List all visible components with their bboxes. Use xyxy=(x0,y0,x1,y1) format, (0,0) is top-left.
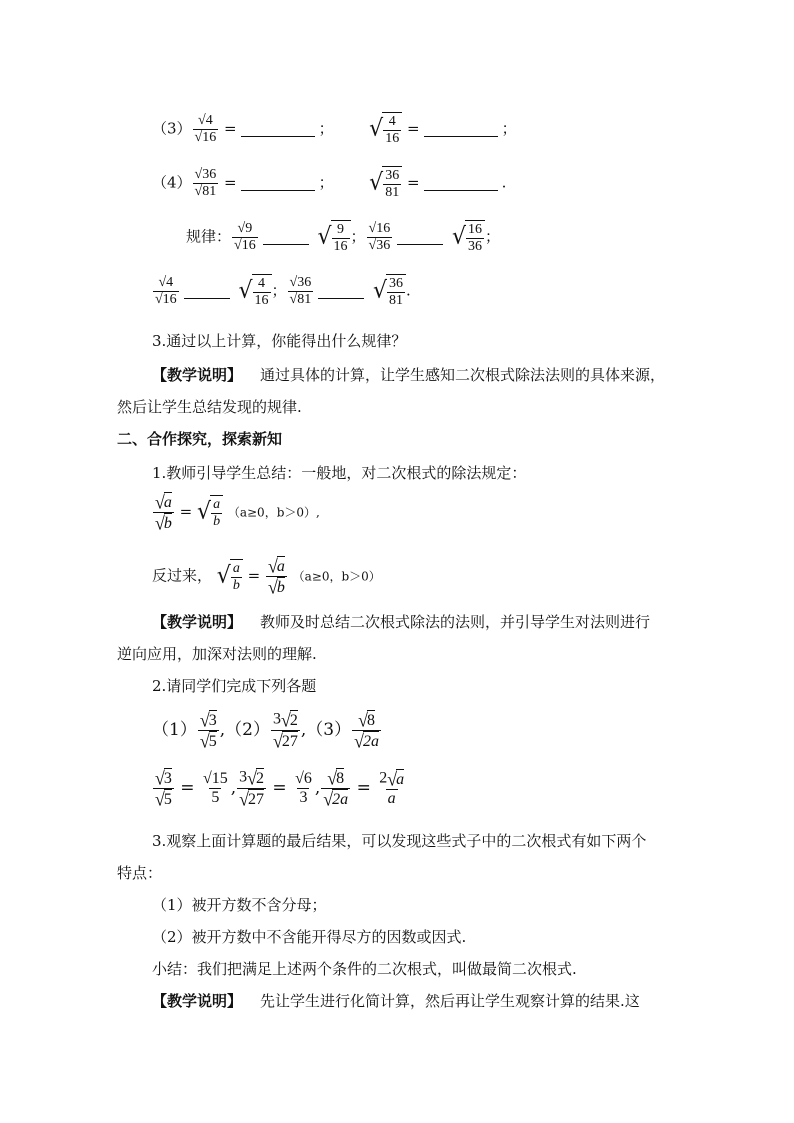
radicand: a xyxy=(163,494,172,511)
denominator: 16 xyxy=(333,239,348,254)
note-text: 通过具体的计算，让学生感知二次根式除法法则的具体来源， xyxy=(260,366,666,384)
numerator: 4 xyxy=(388,114,396,129)
teaching-note-3 xyxy=(152,991,640,1011)
denominator: 5 xyxy=(211,789,220,806)
item-label: （4） xyxy=(152,173,192,192)
denominator: √16 xyxy=(155,292,177,307)
radical: √ $\frac{4}{16}$ xyxy=(238,274,271,309)
radicand: 8 xyxy=(366,712,375,729)
numerator: a xyxy=(213,497,221,512)
answer-blank xyxy=(184,284,230,299)
radicand: b xyxy=(163,515,172,532)
numerator: √36 xyxy=(289,275,312,290)
denominator: √81 xyxy=(289,292,312,307)
separator: ； xyxy=(501,119,517,138)
separator: ； xyxy=(485,227,501,246)
numerator: a xyxy=(232,561,240,576)
note-text: 教师及时总结二次根式除法的法则，并引导学生对法则进行 xyxy=(260,613,651,631)
numerator: √16 xyxy=(368,221,391,236)
denominator: √81 xyxy=(194,184,217,199)
radical: √ $\frac{9}{16}$ xyxy=(317,220,350,255)
lead-text: 反过来， xyxy=(152,566,213,585)
separator: ； xyxy=(271,281,287,300)
numerator: 36 xyxy=(385,168,400,183)
numerator: √15 xyxy=(202,770,228,787)
item-3 xyxy=(152,112,517,147)
teaching-note-1 xyxy=(152,365,665,385)
radicand: 2a xyxy=(332,791,349,808)
answer-blank xyxy=(241,176,315,191)
fraction xyxy=(193,113,219,146)
radical: √ $\frac{36}{81}$ xyxy=(373,274,406,309)
s2-item-1: 1.教师引导学生总结：一般地，对二次根式的除法规定： xyxy=(152,464,527,482)
exercise-label: （3） xyxy=(306,720,352,740)
feature-1: （1）被开方数不含分母； xyxy=(152,896,327,914)
question-3: 3.通过以上计算，你能得出什么规律？ xyxy=(152,332,407,350)
coefficient: 3 xyxy=(239,768,248,786)
radical: √ $\frac{a}{b}$ xyxy=(217,559,243,594)
note-tag: 【教学说明】 xyxy=(152,613,243,631)
numerator: 9 xyxy=(337,222,345,237)
note-tag: 【教学说明】 xyxy=(152,992,243,1010)
radicand: 8 xyxy=(336,770,345,787)
rule-line-1 xyxy=(186,220,500,255)
radical: √ $\frac{16}{36}$ xyxy=(452,220,485,255)
answer-blank xyxy=(318,284,364,299)
s2-item-3: 3.观察上面计算题的最后结果，可以发现这些式子中的二次根式有如下两个 xyxy=(152,832,647,850)
denominator: b xyxy=(232,578,240,593)
coefficient: 3 xyxy=(272,710,281,728)
separator: . xyxy=(406,281,411,300)
numerator: 16 xyxy=(468,222,483,237)
summary: 小结：我们把满足上述两个条件的二次根式，叫做最简二次根式. xyxy=(152,960,577,978)
denominator: 81 xyxy=(389,293,404,308)
radicand: 27 xyxy=(248,791,265,808)
answer-blank xyxy=(424,176,498,191)
separator: . xyxy=(501,173,507,192)
radicand: 3 xyxy=(163,770,172,787)
denominator: 81 xyxy=(385,185,400,200)
feature-2: （2）被开方数中不含能开得尽方的因数或因式. xyxy=(152,928,467,946)
s2-item-2: 2.请同学们完成下列各题 xyxy=(152,677,317,695)
item-label: （3） xyxy=(152,119,192,138)
radicand: 3 xyxy=(208,712,217,729)
answer-blank xyxy=(397,230,443,245)
teaching-note-1-cont: 然后让学生总结发现的规律. xyxy=(117,398,302,416)
equals: = xyxy=(224,119,237,138)
radicand: 2 xyxy=(289,712,298,729)
division-rule: √ a √ b = √ $\frac{a}{b}$ （a≥0，b＞0）, xyxy=(155,491,320,534)
radicand: 27 xyxy=(281,733,298,750)
answers: √ 3 √ 5 = $\frac{√15}{5}$ , 3 √ 2 √ 27 = $\frac{√6}{3}$ , √ 8 √ 2a = 2 √ a a xyxy=(155,767,405,810)
denominator: 16 xyxy=(385,131,400,146)
answer-blank xyxy=(241,122,315,137)
teaching-note-2 xyxy=(152,612,650,632)
denominator: a xyxy=(387,790,396,807)
separator: ； xyxy=(318,119,334,138)
denominator: √36 xyxy=(368,238,391,253)
answer-blank xyxy=(424,122,498,137)
exercises: （1） √ 3 √ 5 ,（2） 3 √ 2 √ 27 ,（3） √ 8 √ 2a xyxy=(152,709,379,752)
condition: （a≥0，b＞0）, xyxy=(227,505,320,520)
coefficient: 2 xyxy=(379,769,388,787)
equals: = xyxy=(406,173,420,192)
denominator: b xyxy=(213,514,221,529)
equals: = xyxy=(406,119,420,138)
radical: √ $\frac{36}{81}$ xyxy=(369,166,402,201)
radicand: b xyxy=(276,579,285,596)
denominator: 3 xyxy=(299,789,308,806)
condition: （a≥0，b＞0） xyxy=(292,569,381,584)
radicand: 5 xyxy=(163,791,172,808)
answer-blank xyxy=(263,230,309,245)
item-4 xyxy=(152,166,506,201)
denominator: 36 xyxy=(468,239,483,254)
exercise-label: （1） xyxy=(152,720,197,740)
exercise-label: （2） xyxy=(225,720,270,740)
teaching-note-2-cont: 逆向应用，加深对法则的理解. xyxy=(117,645,317,663)
numerator: √4 xyxy=(198,113,213,128)
note-text: 先让学生进行化简计算，然后再让学生观察计算的结果.这 xyxy=(260,992,640,1010)
separator: ； xyxy=(318,173,334,192)
rule-line-2 xyxy=(152,274,411,309)
radical: √ $\frac{a}{b}$ xyxy=(197,495,223,530)
denominator: √16 xyxy=(234,238,256,253)
numerator: √4 xyxy=(158,275,174,290)
s2-item-3-cont: 特点： xyxy=(117,864,163,882)
rule-label: 规律： xyxy=(186,227,232,246)
fraction xyxy=(193,167,219,200)
numerator: √9 xyxy=(237,221,253,236)
radicand: 2a xyxy=(362,733,379,750)
separator: ； xyxy=(350,227,366,246)
note-tag: 【教学说明】 xyxy=(152,366,243,384)
numerator: 36 xyxy=(389,276,404,291)
equals: = xyxy=(224,173,237,192)
reverse-rule: 反过来， √ $\frac{a}{b}$ = √ a √ b （a≥0，b＞0） xyxy=(152,555,381,598)
numerator: √36 xyxy=(194,167,217,182)
radicand: 5 xyxy=(208,733,217,750)
numerator: √6 xyxy=(295,770,312,787)
radicand: 2 xyxy=(256,770,265,787)
radical: √ $\frac{4}{16}$ xyxy=(369,112,402,147)
section-heading: 二、合作探究，探索新知 xyxy=(117,430,283,448)
numerator: 4 xyxy=(258,276,265,291)
radicand: a xyxy=(396,771,405,788)
radicand: a xyxy=(276,558,285,575)
denominator: 16 xyxy=(254,293,269,308)
denominator: √16 xyxy=(194,130,217,145)
